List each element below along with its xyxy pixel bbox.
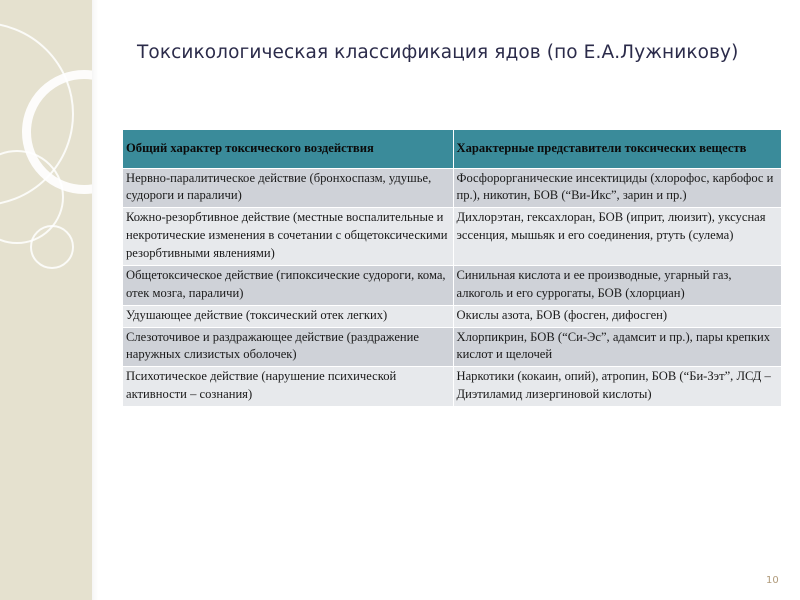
substances-cell: Синильная кислота и ее производные, угарный газ, алкоголь и его суррогаты, БОВ (хлорциан) xyxy=(453,265,781,305)
decorative-side-band xyxy=(0,0,92,600)
table-row xyxy=(123,305,781,327)
decorative-ring xyxy=(30,225,74,269)
classification-table xyxy=(123,130,782,406)
substances-cell: Фосфорорганические инсектициды (хлорофос, карбофос и пр.), никотин, БОВ (“Ви-Икс”, зарин и пр.) xyxy=(453,168,781,208)
column-header-substances: Характерные представители токсических веществ xyxy=(453,130,781,168)
substances-cell: Окислы азота, БОВ (фосген, дифосген) xyxy=(453,305,781,327)
table-row xyxy=(123,327,781,367)
effect-cell: Психотическое действие (нарушение психической активности – сознания) xyxy=(123,367,453,406)
substances-cell: Наркотики (кокаин, опий), атропин, БОВ (“Би-Зэт”, ЛСД – Диэтиламид лизергиновой кислоты) xyxy=(453,367,781,406)
page-number: 10 xyxy=(766,575,779,586)
side-band-shadow xyxy=(92,0,98,600)
effect-cell: Общетоксическое действие (гипоксические судороги, кома, отек мозга, параличи) xyxy=(123,265,453,305)
table-header-row xyxy=(123,130,781,168)
table-row xyxy=(123,168,781,208)
substances-cell: Хлорпикрин, БОВ (“Си-Эс”, адамсит и пр.), пары крепких кислот и щелочей xyxy=(453,327,781,367)
effect-cell: Кожно-резорбтивное действие (местные воспалительные и некротические изменения в сочетании с общетоксическими резорбтивными явлениями) xyxy=(123,208,453,266)
table-row xyxy=(123,208,781,266)
column-header-effect: Общий характер токсического воздействия xyxy=(123,130,453,168)
table-row xyxy=(123,265,781,305)
table-row xyxy=(123,367,781,406)
effect-cell: Нервно-паралитическое действие (бронхоспазм, удушье, судороги и параличи) xyxy=(123,168,453,208)
effect-cell: Слезоточивое и раздражающее действие (раздражение наружных слизистых оболочек) xyxy=(123,327,453,367)
slide-title: Токсикологическая классификация ядов (по Е.А.Лужникову) xyxy=(137,42,739,63)
substances-cell: Дихлорэтан, гексахлоран, БОВ (иприт, люизит), уксусная эссенция, мышьяк и его соединения, ртуть (сулема) xyxy=(453,208,781,266)
effect-cell: Удушающее действие (токсический отек легких) xyxy=(123,305,453,327)
